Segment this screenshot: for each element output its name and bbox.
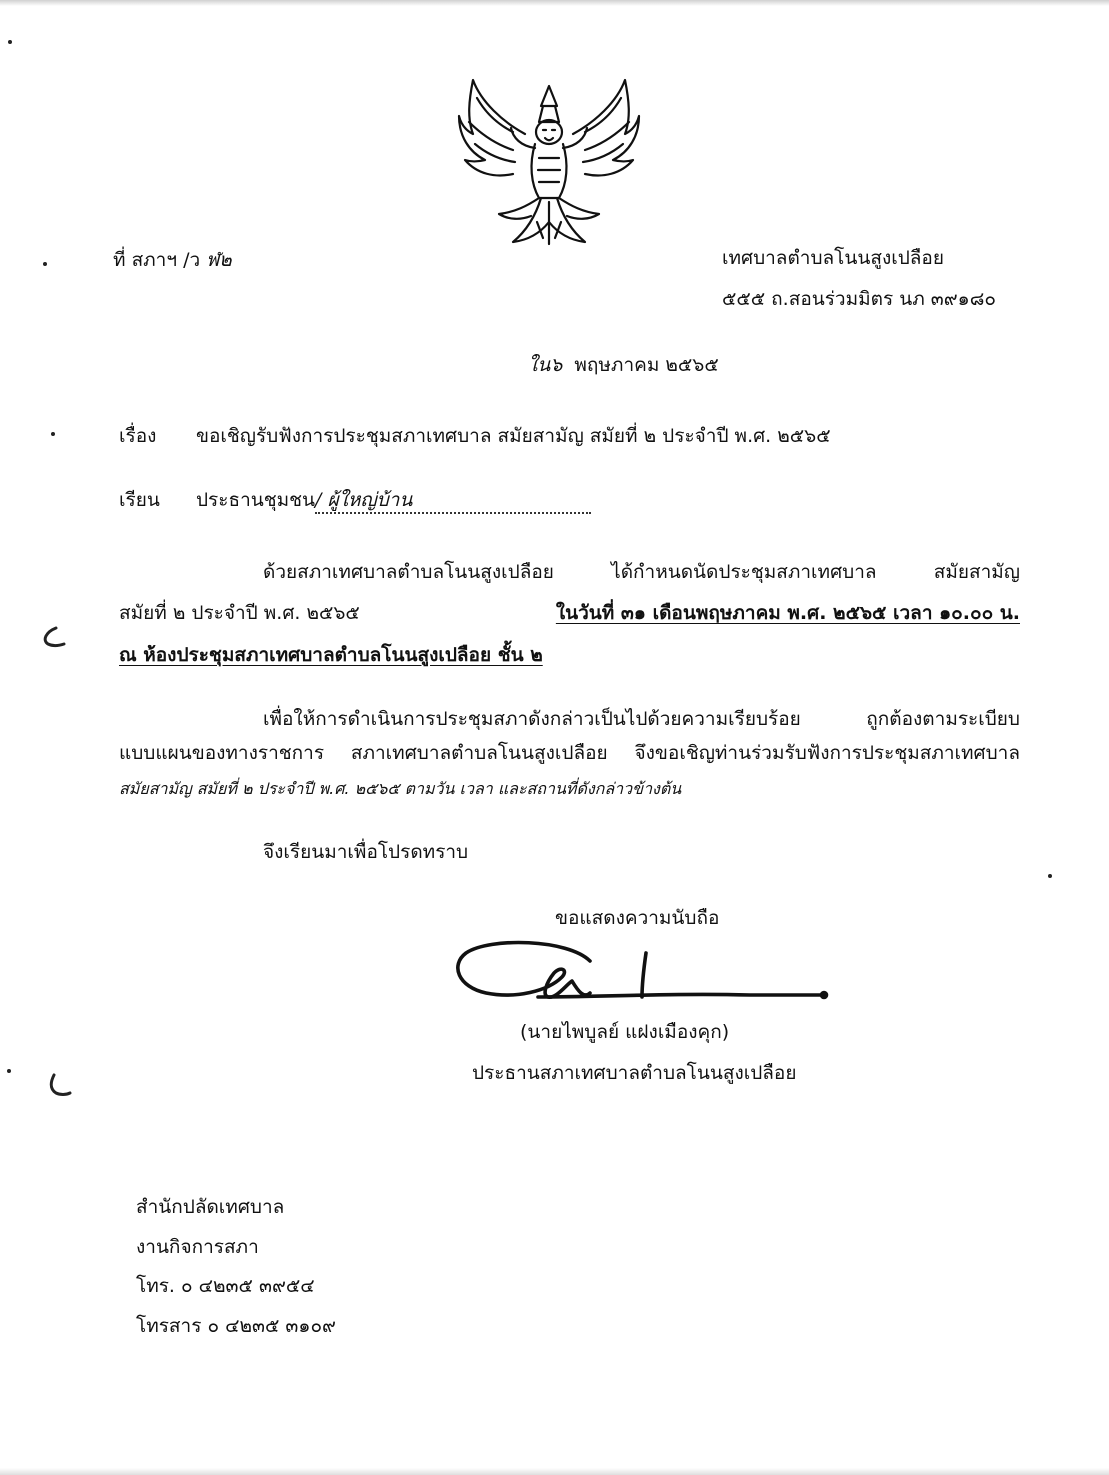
footer-office: สำนักปลัดเทศบาล [136, 1196, 285, 1218]
reference-label: ที่ สภาฯ /ว [113, 249, 201, 271]
scan-speck [1048, 874, 1052, 878]
addressee [196, 488, 591, 514]
meeting-session: สมัยที่ ๒ ประจำปี พ.ศ. ๒๕๖๕ [119, 602, 360, 624]
subject-text: ขอเชิญรับฟังการประชุมสภาเทศบาล สมัยสามัญ สมัยที่ ๒ ประจำปี พ.ศ. ๒๕๖๕ [196, 425, 831, 447]
handwritten-signature [450, 935, 835, 1015]
footer-fax: โทรสาร ๐ ๔๒๓๕ ๓๑๐๙ [136, 1315, 336, 1337]
organization-address: ๕๕๕ ถ.สอนร่วมมิตร นภ ๓๙๑๘๐ [722, 288, 996, 310]
footer-section: งานกิจการสภา [136, 1236, 259, 1258]
addressee-dotted-line [315, 488, 591, 514]
paragraph1-line1: ด้วยสภาเทศบาลตำบลโนนสูงเปลือย ได้กำหนดนัดประชุมสภาเทศบาล สมัยสามัญ [263, 561, 1020, 583]
regards-text: ขอแสดงความนับถือ [555, 907, 720, 929]
closing-line: จึงเรียนมาเพื่อโปรดทราบ [263, 841, 469, 863]
addressee-text: ประธานชุมชน [196, 489, 316, 511]
scan-edge-top [0, 0, 1109, 6]
paragraph2-line2: แบบแผนของทางราชการ สภาเทศบาลตำบลโนนสูงเปลือย จึงขอเชิญท่านร่วมรับฟังการประชุมสภาเทศบาล [119, 742, 1020, 764]
signer-name: (นายไพบูลย์ แฝงเมืองคุก) [520, 1021, 730, 1043]
paragraph1-line2 [119, 601, 1020, 625]
date-day-handwritten: ใน๖ [528, 354, 563, 376]
scan-speck [43, 262, 47, 266]
scan-speck [7, 1069, 11, 1073]
addressee-label: เรียน [119, 489, 160, 511]
margin-tick-mark [38, 624, 66, 650]
garuda-emblem-icon [455, 72, 643, 250]
margin-tick-mark [44, 1073, 72, 1099]
organization-name: เทศบาลตำบลโนนสูงเปลือย [722, 247, 944, 269]
signer-position: ประธานสภาเทศบาลตำบลโนนสูงเปลือย [472, 1062, 797, 1084]
date-month-year: พฤษภาคม ๒๕๖๕ [574, 354, 719, 376]
scan-speck [8, 40, 12, 44]
meeting-datetime: ในวันที่ ๓๑ เดือนพฤษภาคม พ.ศ. ๒๕๖๕ เวลา ๑๐.๐๐ น. [555, 602, 1020, 624]
letter-date [528, 353, 719, 377]
reference-handwritten-number: ฬ๒ [206, 249, 232, 271]
addressee-handwritten: / ผู้ใหญ่บ้าน [315, 489, 413, 511]
paragraph2-line1: เพื่อให้การดำเนินการประชุมสภาดังกล่าวเป็นไปด้วยความเรียบร้อย ถูกต้องตามระเบียบ [263, 708, 1020, 730]
scan-speck [51, 432, 55, 436]
subject-label: เรื่อง [119, 425, 157, 447]
scan-edge-bottom [0, 1468, 1109, 1475]
reference-number [113, 248, 232, 272]
meeting-venue: ณ ห้องประชุมสภาเทศบาลตำบลโนนสูงเปลือย ชั้น ๒ [119, 644, 543, 666]
footer-telephone: โทร. ๐ ๔๒๓๕ ๓๙๕๔ [136, 1275, 315, 1297]
paragraph2-line3: สมัยสามัญ สมัยที่ ๒ ประจำปี พ.ศ. ๒๕๖๕ ตามวัน เวลา และสถานที่ดังกล่าวข้างต้น [119, 779, 682, 798]
